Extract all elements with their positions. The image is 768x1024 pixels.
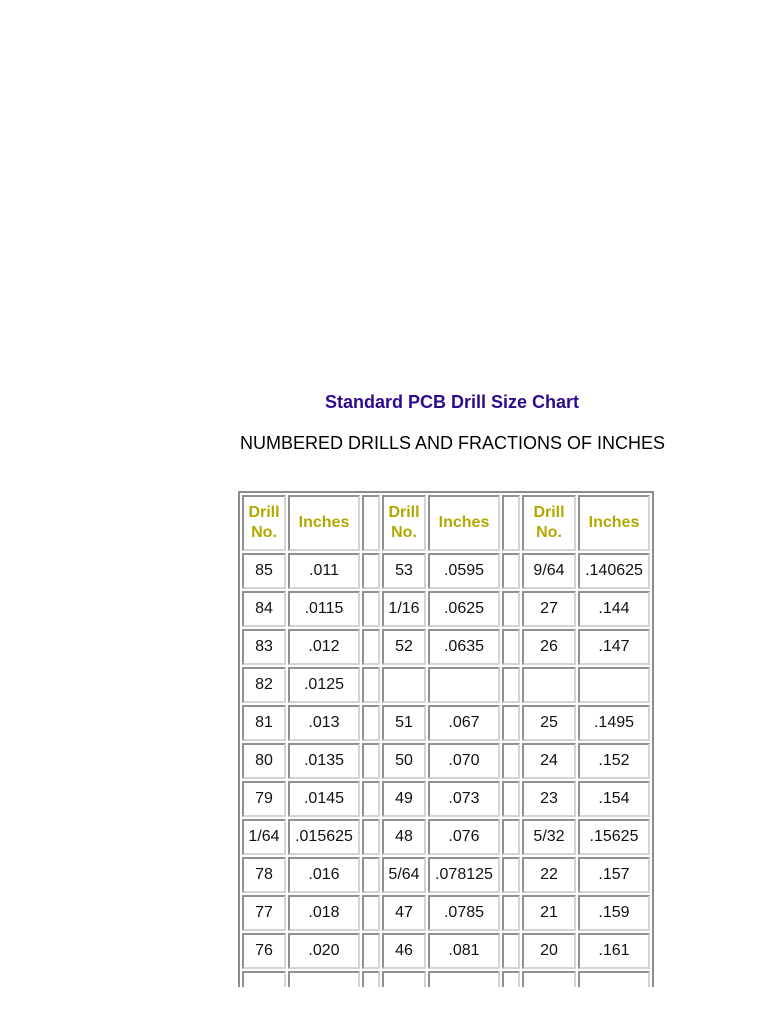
spacer-cell	[502, 667, 520, 703]
header-drill-label: Drill	[533, 504, 565, 521]
table-row	[242, 971, 650, 987]
table-header-row	[242, 495, 650, 551]
table-row	[242, 629, 650, 665]
inches-cell: .013	[288, 705, 360, 741]
drill-no-cell: 27	[522, 591, 576, 627]
drill-no-cell: 5/32	[522, 819, 576, 855]
drill-no-cell: 49	[382, 781, 426, 817]
drill-no-cell: 53	[382, 553, 426, 589]
spacer-cell	[502, 553, 520, 589]
spacer-cell	[362, 971, 380, 987]
drill-no-cell: 82	[242, 667, 286, 703]
inches-cell: .073	[428, 781, 500, 817]
inches-cell: .070	[428, 743, 500, 779]
spacer-cell	[362, 743, 380, 779]
inches-cell: .078125	[428, 857, 500, 893]
header-drill-label: Drill	[388, 504, 420, 521]
spacer-cell	[502, 971, 520, 987]
inches-cell: .067	[428, 705, 500, 741]
drill-no-cell	[242, 971, 286, 987]
table-row	[242, 591, 650, 627]
inches-cell: .081	[428, 933, 500, 969]
drill-no-cell: 26	[522, 629, 576, 665]
inches-cell: .016	[288, 857, 360, 893]
header-drill-no	[522, 495, 576, 551]
inches-cell: .0625	[428, 591, 500, 627]
spacer-cell	[362, 591, 380, 627]
drill-no-cell: 5/64	[382, 857, 426, 893]
inches-cell: .157	[578, 857, 650, 893]
drill-no-cell: 48	[382, 819, 426, 855]
inches-cell	[578, 971, 650, 987]
spacer-cell	[362, 553, 380, 589]
drill-no-cell: 9/64	[522, 553, 576, 589]
inches-cell: .011	[288, 553, 360, 589]
table-row	[242, 819, 650, 855]
chart-title: Standard PCB Drill Size Chart	[324, 392, 580, 412]
drill-no-cell: 21	[522, 895, 576, 931]
header-drill-label: Drill	[248, 504, 280, 521]
spacer-cell	[502, 495, 520, 551]
spacer-cell	[502, 819, 520, 855]
chart-subtitle: NUMBERED DRILLS AND FRACTIONS OF INCHES	[240, 433, 666, 453]
spacer-cell	[502, 895, 520, 931]
header-no-label: No.	[251, 524, 277, 541]
header-inches: Inches	[288, 495, 360, 551]
drill-no-cell: 47	[382, 895, 426, 931]
inches-cell: .144	[578, 591, 650, 627]
table-row	[242, 895, 650, 931]
spacer-cell	[362, 495, 380, 551]
drill-no-cell: 50	[382, 743, 426, 779]
inches-cell: .152	[578, 743, 650, 779]
spacer-cell	[362, 895, 380, 931]
spacer-cell	[362, 667, 380, 703]
drill-no-cell: 23	[522, 781, 576, 817]
drill-no-cell: 76	[242, 933, 286, 969]
inches-cell: .140625	[578, 553, 650, 589]
drill-no-cell	[382, 667, 426, 703]
drill-no-cell	[522, 667, 576, 703]
header-inches: Inches	[578, 495, 650, 551]
header-no-label: No.	[536, 524, 562, 541]
inches-cell	[428, 667, 500, 703]
inches-cell: .012	[288, 629, 360, 665]
inches-cell: .15625	[578, 819, 650, 855]
inches-cell: .076	[428, 819, 500, 855]
drill-size-table	[238, 491, 654, 987]
spacer-cell	[502, 857, 520, 893]
inches-cell: .0135	[288, 743, 360, 779]
drill-no-cell: 84	[242, 591, 286, 627]
inches-cell: .0145	[288, 781, 360, 817]
spacer-cell	[502, 743, 520, 779]
drill-no-cell: 78	[242, 857, 286, 893]
table-row	[242, 553, 650, 589]
drill-no-cell: 1/16	[382, 591, 426, 627]
drill-no-cell: 83	[242, 629, 286, 665]
drill-no-cell: 80	[242, 743, 286, 779]
spacer-cell	[502, 933, 520, 969]
spacer-cell	[502, 591, 520, 627]
inches-cell: .159	[578, 895, 650, 931]
drill-no-cell: 52	[382, 629, 426, 665]
inches-cell	[428, 971, 500, 987]
header-inches: Inches	[428, 495, 500, 551]
drill-no-cell	[522, 971, 576, 987]
inches-cell: .0595	[428, 553, 500, 589]
drill-no-cell: 25	[522, 705, 576, 741]
drill-no-cell: 22	[522, 857, 576, 893]
inches-cell: .020	[288, 933, 360, 969]
table-row	[242, 705, 650, 741]
inches-cell: .147	[578, 629, 650, 665]
spacer-cell	[362, 705, 380, 741]
inches-cell	[578, 667, 650, 703]
inches-cell: .0115	[288, 591, 360, 627]
spacer-cell	[362, 629, 380, 665]
drill-no-cell: 77	[242, 895, 286, 931]
table-row	[242, 667, 650, 703]
drill-no-cell: 81	[242, 705, 286, 741]
spacer-cell	[362, 819, 380, 855]
drill-no-cell: 46	[382, 933, 426, 969]
table-row	[242, 781, 650, 817]
drill-no-cell: 85	[242, 553, 286, 589]
drill-no-cell: 79	[242, 781, 286, 817]
table-row	[242, 857, 650, 893]
drill-no-cell	[382, 971, 426, 987]
spacer-cell	[362, 933, 380, 969]
inches-cell: .0125	[288, 667, 360, 703]
table-row	[242, 933, 650, 969]
inches-cell: .1495	[578, 705, 650, 741]
drill-table-container	[238, 491, 668, 987]
header-drill-no	[242, 495, 286, 551]
inches-cell: .0785	[428, 895, 500, 931]
drill-no-cell: 20	[522, 933, 576, 969]
inches-cell: .015625	[288, 819, 360, 855]
table-row	[242, 743, 650, 779]
spacer-cell	[362, 781, 380, 817]
drill-no-cell: 51	[382, 705, 426, 741]
drill-no-cell: 1/64	[242, 819, 286, 855]
inches-cell: .161	[578, 933, 650, 969]
spacer-cell	[362, 857, 380, 893]
inches-cell	[288, 971, 360, 987]
drill-no-cell: 24	[522, 743, 576, 779]
inches-cell: .018	[288, 895, 360, 931]
inches-cell: .0635	[428, 629, 500, 665]
header-drill-no	[382, 495, 426, 551]
inches-cell: .154	[578, 781, 650, 817]
spacer-cell	[502, 629, 520, 665]
spacer-cell	[502, 781, 520, 817]
header-no-label: No.	[391, 524, 417, 541]
spacer-cell	[502, 705, 520, 741]
